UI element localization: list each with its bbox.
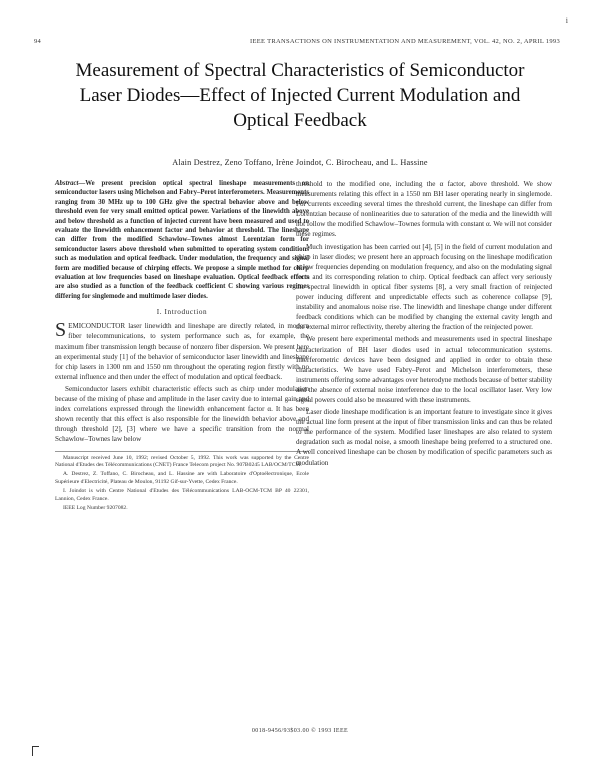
crop-mark (32, 746, 40, 756)
right-paragraph-4: Laser diode lineshape modification is an important feature to investigate since it gives the actual line form present at the input of fiber transmission links and can thus be related to the performance of the system. Modified laser lineshapes are also related to system degradation such as modal noise, a smooth lineshape being preferred to a structured one. A well conceived lineshape can be chosen by modification of specific parameters such as modulation (296, 408, 552, 467)
drop-cap: S (55, 319, 67, 342)
right-column (296, 179, 552, 470)
intro-paragraph-2: Semiconductor lasers exhibit characteristic effects such as chirp under modulation because of the mixing of phase and amplitude in the laser cavity due to internal gain and index correlations expressed through the linewidth enhancement factor α. It has been shown recently that this effect is also responsible for the linewidth behavior above and through threshold [2], [3] where we have a specific transition from the normal Schawlow–Townes law below (55, 384, 309, 444)
abstract (55, 179, 309, 301)
left-column (55, 179, 309, 514)
paper-title: Measurement of Spectral Characteristics of Semiconductor Laser Diodes—Effect of Injected Current Modulation and Optical Feedback (75, 60, 525, 131)
corner-mark: i (565, 16, 568, 25)
footnote-affiliation-2: I. Joindot is with Centre National d'Etudes des Télécommunications LAB-OCM-TCM BP 40 22301, Lannion, Cedex France. (55, 488, 309, 502)
footnote-ieee-log: IEEE Log Number 9207082. (63, 504, 128, 511)
right-paragraph-1: threshold to the modified one, including the α factor, above threshold. We show measurements relating this effect in a 1550 nm BH laser operating nearly in singlemode. For currents exceeding several times the threshold current, the lineshape can differ from Lorentzian because of nonlinearities due to saturation of the media and the linewidth will not follow the modified Schawlow–Townes formula with constant α. We will not consider these regimes. (296, 180, 552, 239)
right-paragraph-3: We present here experimental methods and measurements used in spectral lineshape characterization of BH laser diodes used in actual telecommunication systems. Interferometric devices have been designed and applied in order to obtain these characteristics. We have used Fabry–Perot and Michelson interferometers, these instruments offering some advantages over heterodyne methods because of better stability and the absence of external noise interference due to the local oscillator laser. Very low signal powers could also be measured with these instruments. (296, 335, 552, 404)
right-paragraph-2: Much investigation has been carried out [4], [5] in the field of current modulation and chirp in laser diodes; we present here an approach focusing on the lineshape modification at low frequencies depending on modulation frequency, and also on the modulating signal form and its corresponding relation to chirp. Optical feedback can affect very seriously the spectral linewidth in optical fiber systems [8], a very small fraction of reinjected power inducing different and unpredictable effects such as coherence collapse [9], instability and anomalous noise rise. The linewidth and lineshape change under different feedback conditions which can be modified by changing the external cavity length and the external mirror reflectivity, thereby altering the fraction of the reinjected power. (296, 242, 552, 332)
abstract-label: Abstract— (55, 180, 86, 187)
running-header (34, 38, 560, 48)
intro-paragraph-1-text: EMICONDUCTOR laser linewidth and lineshape are directly related, in modern fiber telecommunications, to system performance such as, for example, the maximum fiber transmission length because of nonzero fiber dispersion. We present here an experimental study [1] of the behavior of semiconductor laser linewidth and lineshape for chip lasers in 1300 nm and 1550 nm throughout the operating region firstly with no external influence and then under the effect of modulation and optical feedback. (55, 322, 309, 381)
footnote-affiliation-1: A. Destrez, Z. Toffano, C. Birocheau, and L. Hassine are with Laboratoire d'Optoélectronique, Ecole Supérieure d'Electricité, Plateau de Moulon, 91192 Gif-sur-Yvette, Cedex France. (55, 471, 309, 485)
abstract-text: We present precision optical spectral lineshape measurements on semiconductor lasers using Michelson and Fabry–Perot interferometers. Measurements ranging from 30 MHz up to 100 GHz give the spectral behavior above and below threshold even for very small emitted optical power. Variations of the linewidth above and below threshold as a function of injected current have been measured and used to evaluate the linewidth enhancement factor and behavior at threshold. The lineshape can differ from the modified Schawlow–Townes almost Lorentzian form for semiconductor lasers above threshold when submitted to operating system conditions such as modulation and optical feedback. Under modulation, the frequency and signal form are modified because of chirping effects. We propose a simple method for chirp evaluation at low frequencies based on lineshape evaluation. Optical feedback effects are also studied as a function of the feedback coefficient C showing various regimes differing for singlemode and multimode laser diodes. (55, 180, 309, 300)
page-number: 94 (34, 38, 42, 45)
intro-paragraph-1 (55, 321, 309, 382)
footnote-block (55, 451, 309, 513)
copyright-code: 0018-9456/93$03.00 © 1993 IEEE (251, 728, 349, 734)
section-heading-introduction: I. Introduction (156, 308, 208, 317)
journal-header: IEEE TRANSACTIONS ON INSTRUMENTATION AND MEASUREMENT, VOL. 42, NO. 2, APRIL 1993 (250, 38, 560, 45)
footnote-received: Manuscript received June 10, 1992; revised October 5, 1992. This work was supported by the Centre National d'Etudes des Télécommunications (CNET) France Telecom project No. 907B0245 LAB/OCM/TCM. (55, 454, 309, 468)
author-list: Alain Destrez, Zeno Toffano, Irène Joindot, C. Birocheau, and L. Hassine (172, 158, 428, 167)
